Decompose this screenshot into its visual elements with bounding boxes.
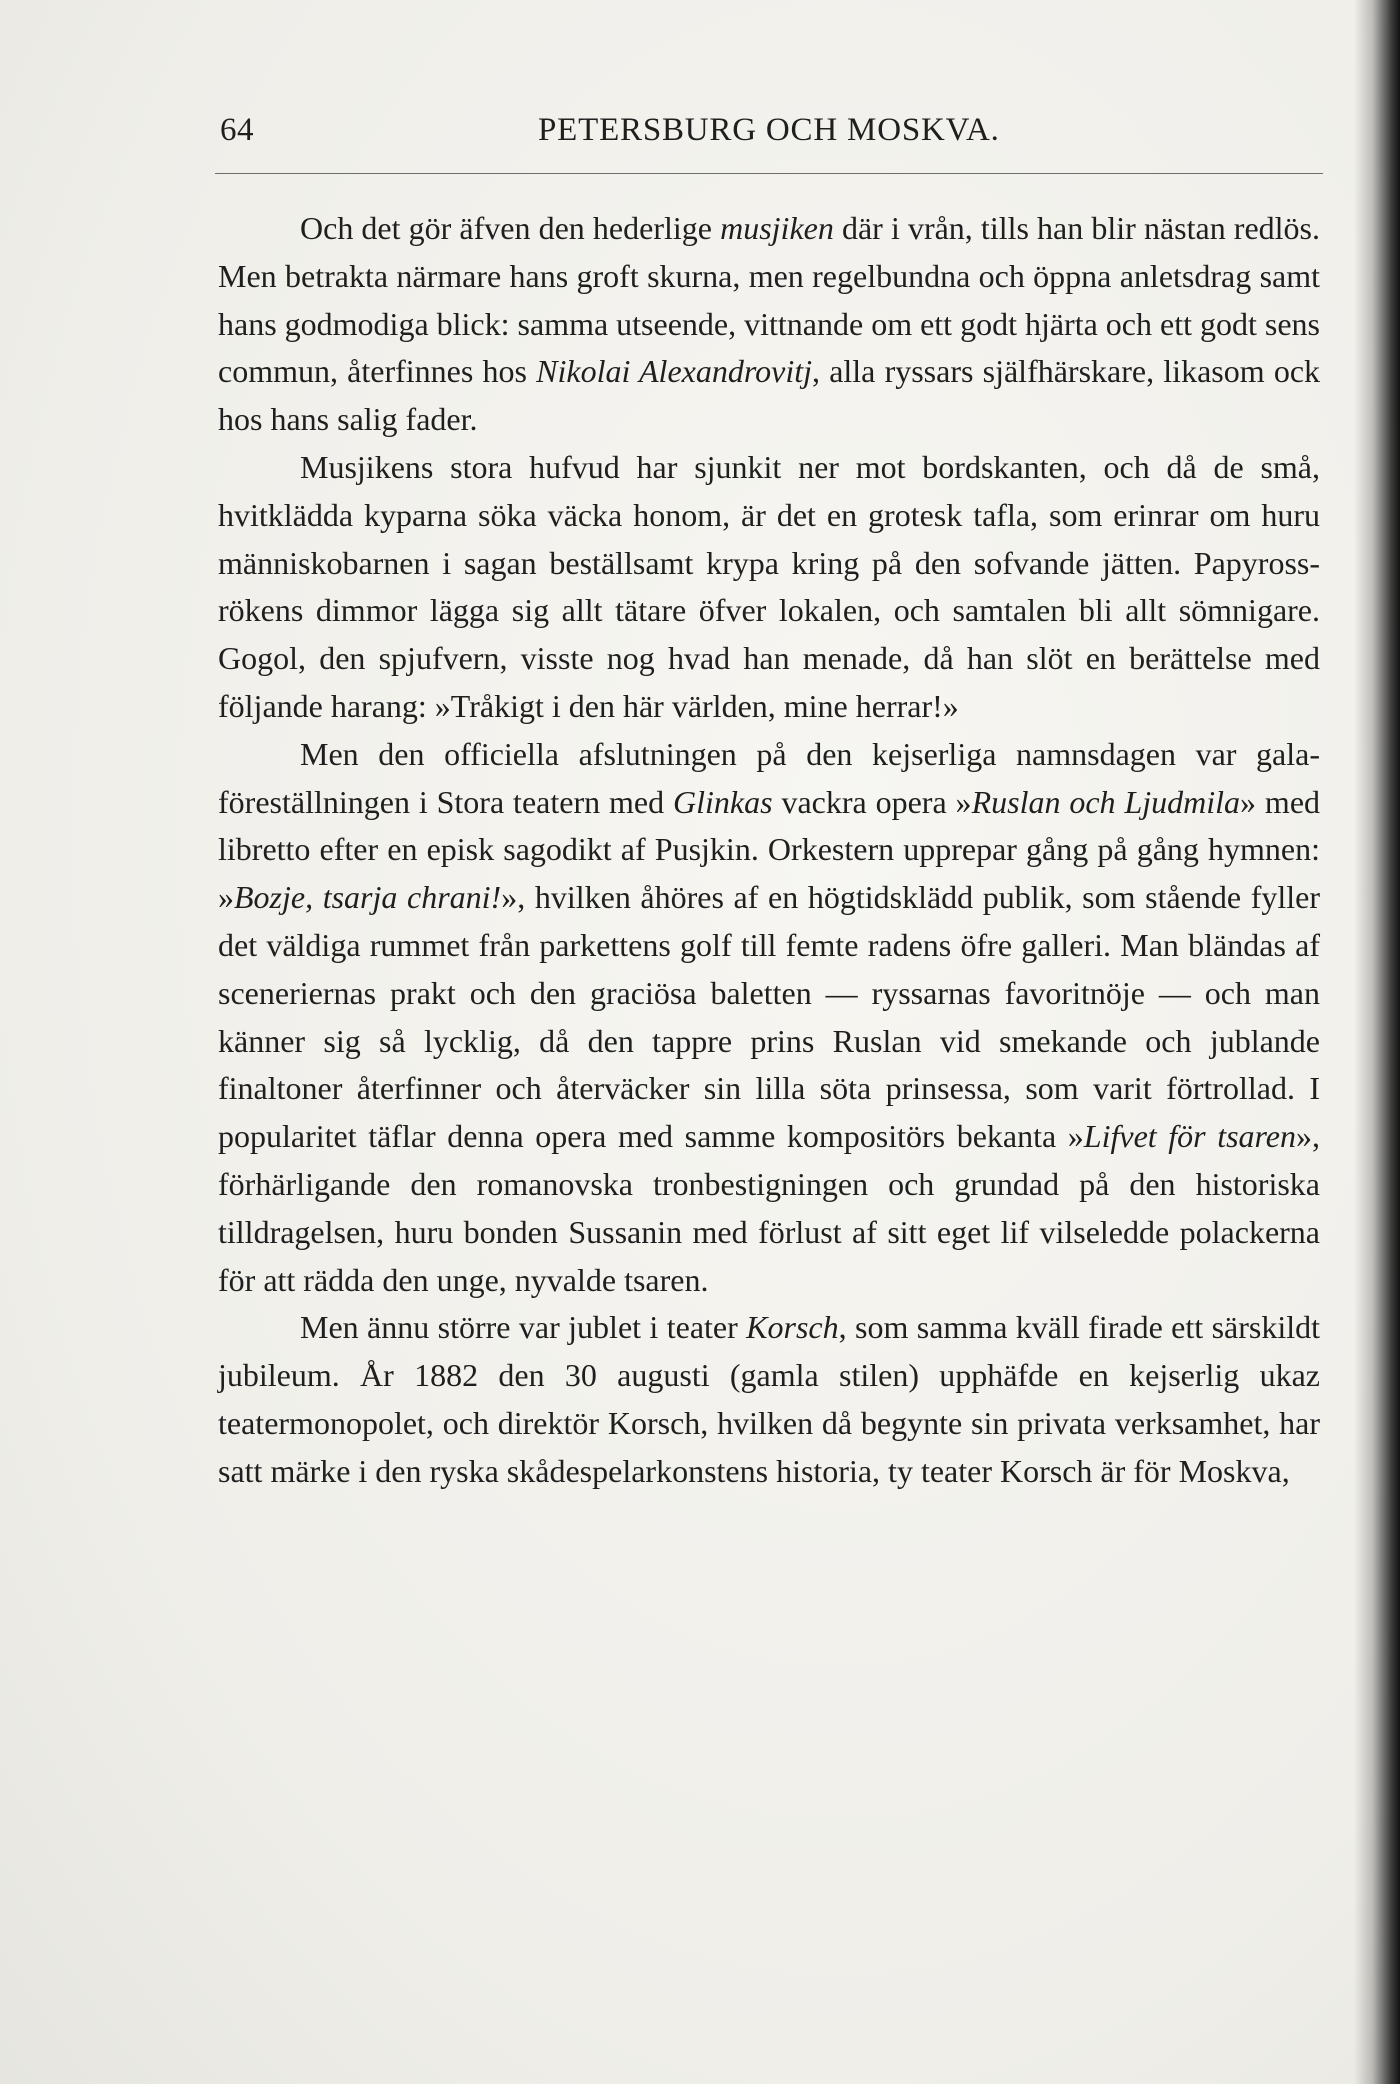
page-edge-shadow [1354,0,1400,2084]
italic-name: Glinkas [673,783,773,820]
running-title: PETERSBURG OCH MOSKVA. [538,112,1000,148]
italic-term: musjiken [720,210,834,246]
paragraph-2: Musjikens stora hufvud har sjunkit ner mot bordskanten, och då de små, hvitklädda kyparna söka väcka honom, är det en grotesk tafla, som erinrar om huru människobarnen i sagan beställsamt krypa kring på den sofvande jätten. Papyross-rökens dimmor lägga sig allt tätare öfver lokalen, och samtalen bli allt sömnigare. Gogol, den spjufvern, visste nog hvad han menade, då han slöt en berättelse med följande harang: »Tråkigt i den här världen, mine herrar!» [218,448,1320,724]
running-head [218,112,1320,162]
italic-title: Lifvet för tsaren [1083,1118,1297,1155]
paragraph-4: Men ännu större var jublet i teater Korsch, som samma kväll firade ett särskildt jubileum. År 1882 den 30 augusti (gamla stilen) upphäfde en kejserlig ukaz teatermonopolet, och direktör Korsch, hvilken då begynte sin privata verksamhet, har satt märke i den ryska skådespelarkonstens historia, ty teater Korsch är för Moskva, [218,1309,1321,1489]
italic-name: Korsch [746,1309,839,1346]
italic-name: Nikolai Alexandrovitj [536,353,812,390]
italic-title: Bozje, tsarja chrani! [234,879,502,916]
paragraph-1: Och det gör äfven den hederlige musjiken där i vrån, tills han blir nästan redlös. Men betrakta närmare hans groft skurna, men regelbundna och öppna anletsdrag samt hans godmodiga blick: samma utseende, vittnande om ett godt hjärta och ett godt sens commun, återfinnes hos Nikolai Alexandrovitj, alla ryssars själfhärskare, likasom ock hos hans salig fader. [218,210,1321,438]
paragraph-3: Men den officiella afslutningen på den kejserliga namnsdagen var gala-föreställningen i Stora teatern med Glinkas vackra opera »Ruslan och Ljudmila» med libretto efter en episk sagodikt af Pusjkin. Orkestern upprepar gång på gång hymnen: »Bozje, tsarja chrani!», hvilken åhöres af en högtidsklädd publik, som stående fyller det väldiga rummet från parkettens golf till femte radens öfre galleri. Man bländas af sceneriernas prakt och den graciösa baletten — ryssarnas favoritnöje — och man känner sig så lycklig, då den tappre prins Ruslan vid smekande och jublande finaltoner återfinner och återväcker sin lilla söta prinsessa, som varit förtrollad. I popularitet täflar denna opera med samme kompositörs bekanta »Lifvet för tsaren», förhärligande den romanovska tronbestigningen och grundad på den historiska tilldragelsen, huru bonden Sussanin med förlust af sitt eget lif vilseledde polackerna för att rädda den unge, nyvalde tsaren. [218,735,1321,1298]
header-rule [215,173,1323,174]
page-number: 64 [220,112,254,148]
body-text [218,205,1320,1496]
italic-title: Ruslan och Ljudmila [971,783,1241,820]
